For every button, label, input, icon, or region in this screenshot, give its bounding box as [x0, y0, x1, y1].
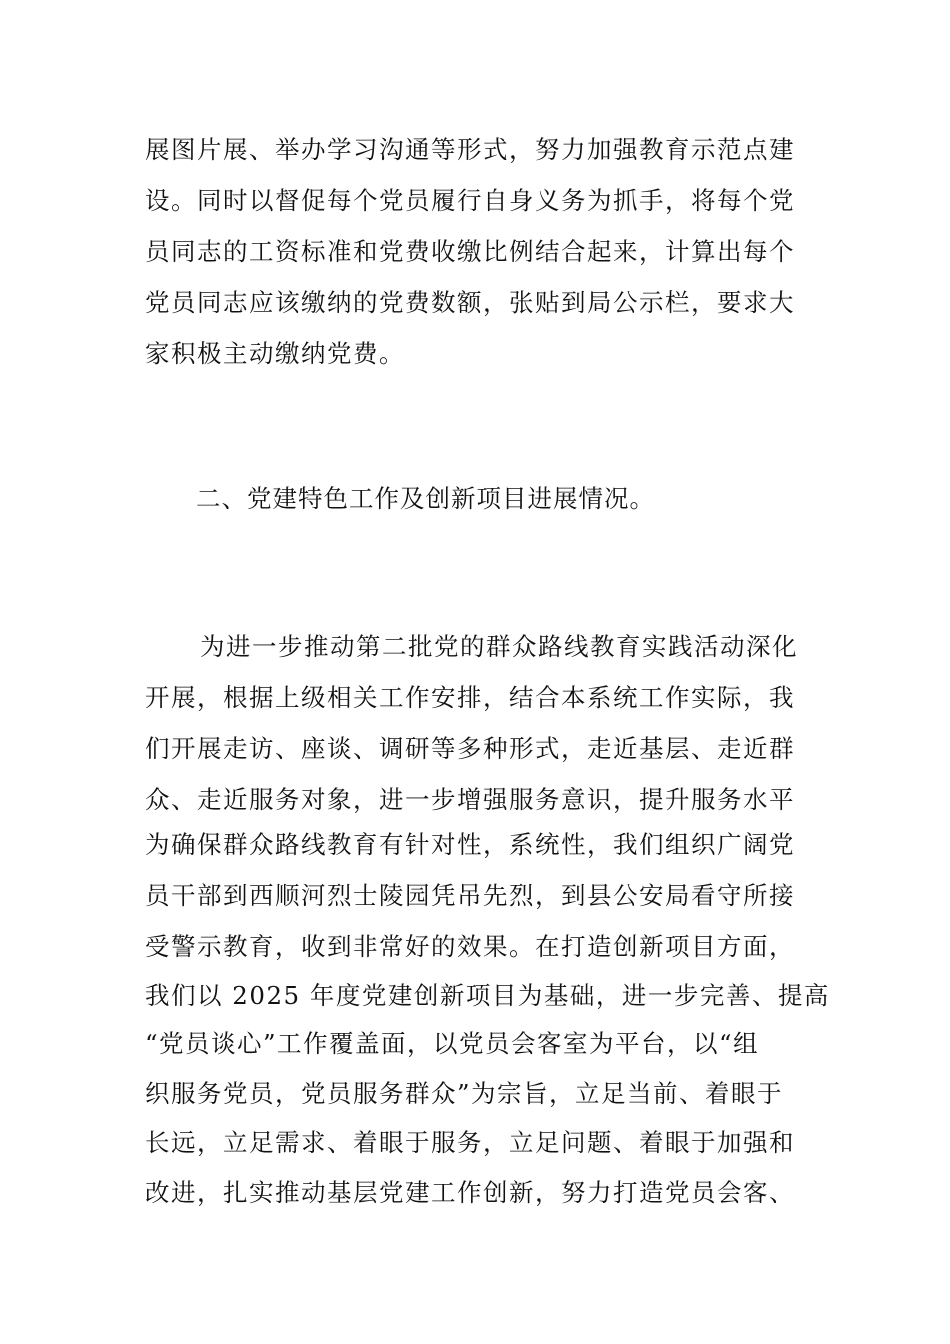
paragraph-2-line-6: 员干部到西顺河烈士陵园凭吊先烈，到县公安局看守所接	[145, 881, 795, 910]
paragraph-2-line-11: 长远，立足需求、着眼于服务，立足问题、着眼于加强和	[145, 1128, 795, 1157]
paragraph-1-line-1: 展图片展、举办学习沟通等形式，努力加强教育示范点建	[145, 135, 795, 164]
section-heading: 二、党建特色工作及创新项目进展情况。	[196, 484, 655, 513]
paragraph-2-line-1: 为进一步推动第二批党的群众路线教育实践活动深化	[200, 632, 798, 661]
paragraph-2-line-12: 改进，扎实推动基层党建工作创新，努力打造党员会客、	[145, 1178, 795, 1207]
paragraph-2-line-10: 织服务党员，党员服务群众”为宗旨，立足当前、着眼于	[145, 1079, 784, 1108]
paragraph-1-line-3: 员同志的工资标准和党费收缴比例结合起来，计算出每个	[145, 237, 795, 266]
paragraph-2-line-2: 开展，根据上级相关工作安排，结合本系统工作实际，我	[145, 683, 795, 712]
paragraph-1-line-4: 党员同志应该缴纳的党费数额，张贴到局公示栏，要求大	[145, 288, 795, 317]
paragraph-2-line-8: 我们以 2025 年度党建创新项目为基础，进一步完善、提高	[145, 981, 830, 1010]
paragraph-1-line-5: 家积极主动缴纳党费。	[145, 339, 405, 368]
paragraph-2-line-3: 们开展走访、座谈、调研等多种形式，走近基层、走近群	[145, 734, 795, 763]
paragraph-2-line-4: 众、走近服务对象，进一步增强服务意识，提升服务水平	[145, 785, 795, 814]
paragraph-2-line-5: 为确保群众路线教育有针对性，系统性，我们组织广阔党	[145, 830, 795, 859]
paragraph-2-line-7: 受警示教育，收到非常好的效果。在打造创新项目方面，	[145, 932, 795, 961]
paragraph-1-line-2: 设。同时以督促每个党员履行自身义务为抓手，将每个党	[145, 186, 795, 215]
paragraph-2-line-9: “党员谈心”工作覆盖面，以党员会客室为平台，以“组	[145, 1029, 760, 1058]
